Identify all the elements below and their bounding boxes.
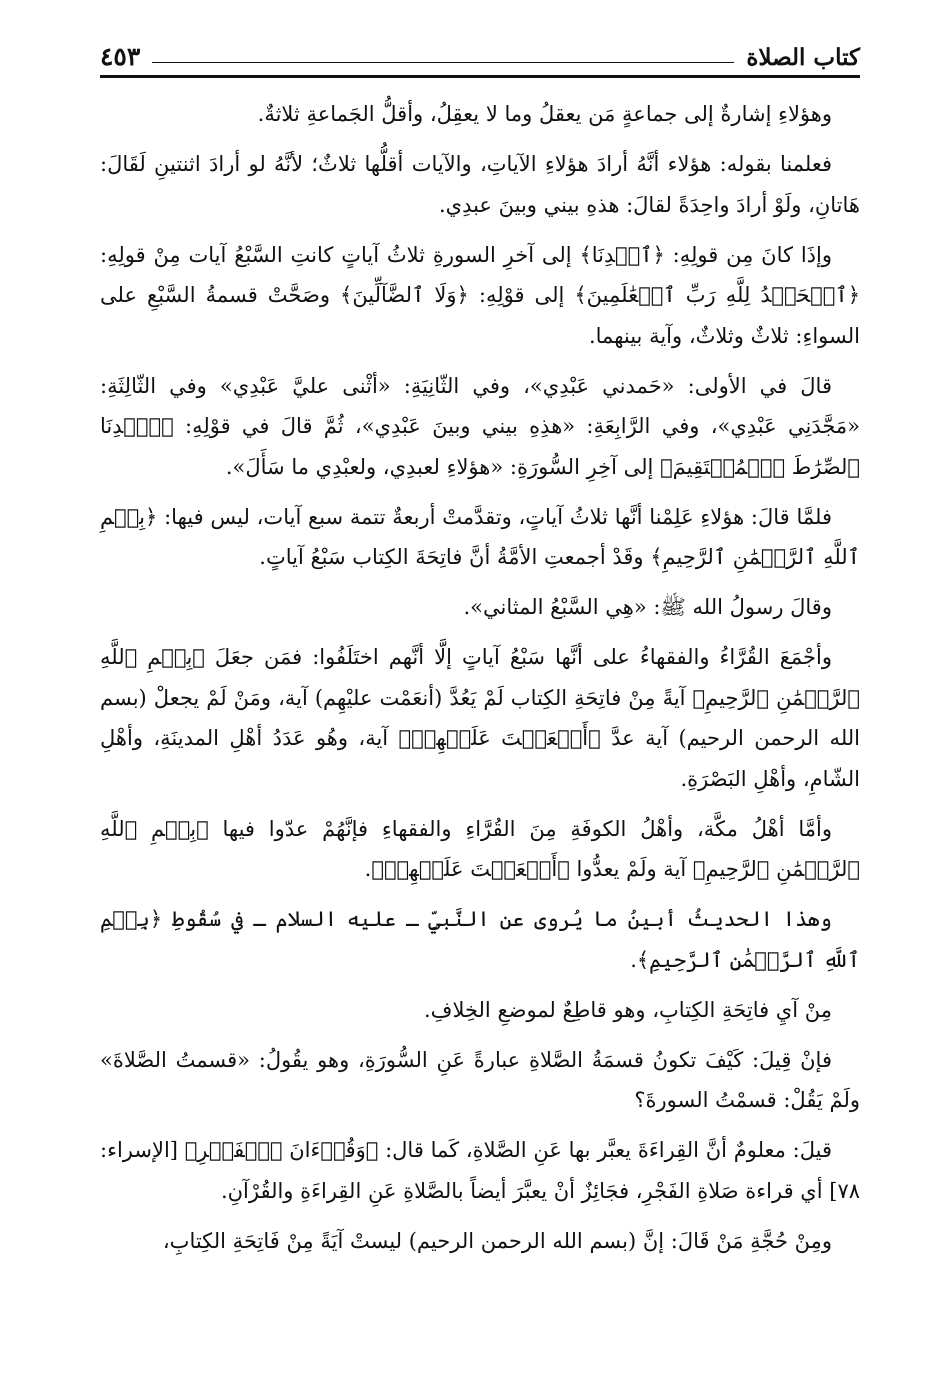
paragraph: قالَ في الأولى: «حَمدني عَبْدِي»، وفي الثّانِيَةِ: «أثْنى عليَّ عَبْدِي» وفي الثّالِثَةِ: «مَجَّدَنِي عَبْدِي»، وفي الرَّابِعَةِ: «هذِهِ بيني وبينَ عَبْدِي»، ثُمَّ قالَ في قوْلِهِ: ﴿ٱهۡدِنَا ٱلصِّرَٰطَ ٱلۡمُسۡتَقِيمَ﴾ إلى آخِرِ السُّورَةِ: «هؤلاءِ لعبدِي، ولعبْدِي ما سَأَلَ». xyxy=(100,373,860,479)
page-header xyxy=(100,28,860,78)
paragraph: وإذَا كانَ مِن قولِهِ: ﴿ٱهۡدِنَا﴾ إلى آخرِ السورةِ ثلاثُ آياتٍ كانتِ السَّبْعُ آيات مِنْ قولِهِ: ﴿ٱلۡحَمۡدُ لِلَّهِ رَبِّ ٱلۡعَٰلَمِينَ﴾ إلى قوْلِهِ: ﴿وَلَا ٱلضَّآلِّينَ﴾ وصَحَّتْ قسمةُ السَّبْعِ على السواءِ: ثلاثٌ وثلاثٌ، وآية بينهما. xyxy=(100,242,860,348)
paragraph: وهذا الحديثُ أبينُ ما يُروى عن النَّبيِّ ـ عليه السلام ـ في سُقُوطِ ﴿بِسۡمِ ٱللَّهِ ٱلرَّحۡمَٰنِ ٱلرَّحِيمِ﴾. xyxy=(100,907,860,972)
running-title: كتاب الصلاة xyxy=(746,44,860,71)
paragraph: وأمَّا أهْلُ مكَّة، وأهْلُ الكوفَةِ مِنَ القُرَّاءِ والفقهاءِ فإنَّهُمْ عدّوا فيها ﴿بِسۡمِ ٱللَّهِ ٱلرَّحۡمَٰنِ ٱلرَّحِيمِ﴾ آية ولَمْ يعدُّوا ﴿أَنۡعَمۡتَ عَلَيۡهِمۡ﴾. xyxy=(100,816,860,881)
book-page xyxy=(100,28,860,1382)
paragraph: فإنْ قِيلَ: كَيْفَ تكونُ قسمَةُ الصَّلاةِ عبارةً عَنِ السُّورَةِ، وهو يقُولُ: «قسمتُ الصَّلاةَ» ولَمْ يَقُلْ: قسمْتُ السورةَ؟ xyxy=(100,1047,860,1112)
paragraph: قيلَ: معلومٌ أنَّ القِراءَةَ يعبَّر بها عَنِ الصَّلاةِ، كَما قال: ﴿وَقُرۡءَانَ ٱلۡفَجۡرِ﴾ [الإسراء: ٧٨] أي قراءة صَلاةِ الفَجْرِ، فجَائِزٌ أنْ يعبَّرَ أيضاً بالصَّلاةِ عَنِ القِراءَةِ والقُرْآنِ. xyxy=(100,1138,860,1203)
paragraph: فعلمنا بقوله: هؤلاء أنَّهُ أرادَ هؤلاءِ الآياتِ، والآيات أقلُّها ثلاثٌ؛ لأنَّهُ لو أرادَ اثنتينِ لَقَالَ: هَاتانِ، ولَوْ أرادَ واحِدَةً لقالَ: هذهِ بيني وبينَ عبدِي. xyxy=(100,152,860,217)
paragraph: ومِنْ حُجَّةِ مَنْ قَالَ: إنَّ (بسم الله الرحمن الرحيم) ليستْ آيَةً مِنْ فَاتِحَةِ الكِتابِ، xyxy=(162,1228,832,1253)
page-body xyxy=(100,94,860,1261)
page-number: ٤٥٣ xyxy=(100,42,141,71)
header-rule xyxy=(152,62,734,63)
paragraph: وهؤلاءِ إشارةٌ إلى جماعةٍ مَن يعقلُ وما لا يعقِلُ، وأقلُّ الجَماعةِ ثلاثةٌ. xyxy=(257,102,832,126)
paragraph: وأجْمَعَ القُرَّاءُ والفقهاءُ على أنَّها سَبْعُ آياتٍ إلَّا أنَّهم اختَلَفُوا: فمَن جعَلَ ﴿بِسۡمِ ٱللَّهِ ٱلرَّحۡمَٰنِ ٱلرَّحِيمِ﴾ آيةً مِنْ فاتِحَةِ الكِتاب لَمْ يَعُدَّ (أنعَمْت عليْهِم) آية، ومَنْ لَمْ يجعلْ (بسم الله الرحمن الرحيم) آية عدَّ ﴿أَنۡعَمۡتَ عَلَيۡهِمۡ﴾ آية، وهُو عَدَدُ أهْلِ المدينَةِ، وأهْلِ الشّامِ، وأهْلِ البَصْرَةِ. xyxy=(100,645,860,791)
paragraph: فلمَّا قالَ: هؤلاءِ عَلِمْنا أنَّها ثلاثُ آياتٍ، وتقدَّمتْ أربعةٌ تتمة سبع آيات، ليس فيها: ﴿بِسۡمِ ٱللَّهِ ٱلرَّحۡمَٰنِ ٱلرَّحِيمِ﴾ وقَدْ أجمعتِ الأمَّةُ أنَّ فاتِحَةَ الكِتاب سَبْعُ آياتٍ. xyxy=(100,504,860,569)
paragraph: مِنْ آيِ فاتِحَةِ الكِتابِ، وهو قاطِعٌ لموضعِ الخِلافِ. xyxy=(424,997,832,1022)
paragraph: وقالَ رسولُ الله ﷺ: «هِي السَّبْعُ المثاني». xyxy=(463,595,832,619)
